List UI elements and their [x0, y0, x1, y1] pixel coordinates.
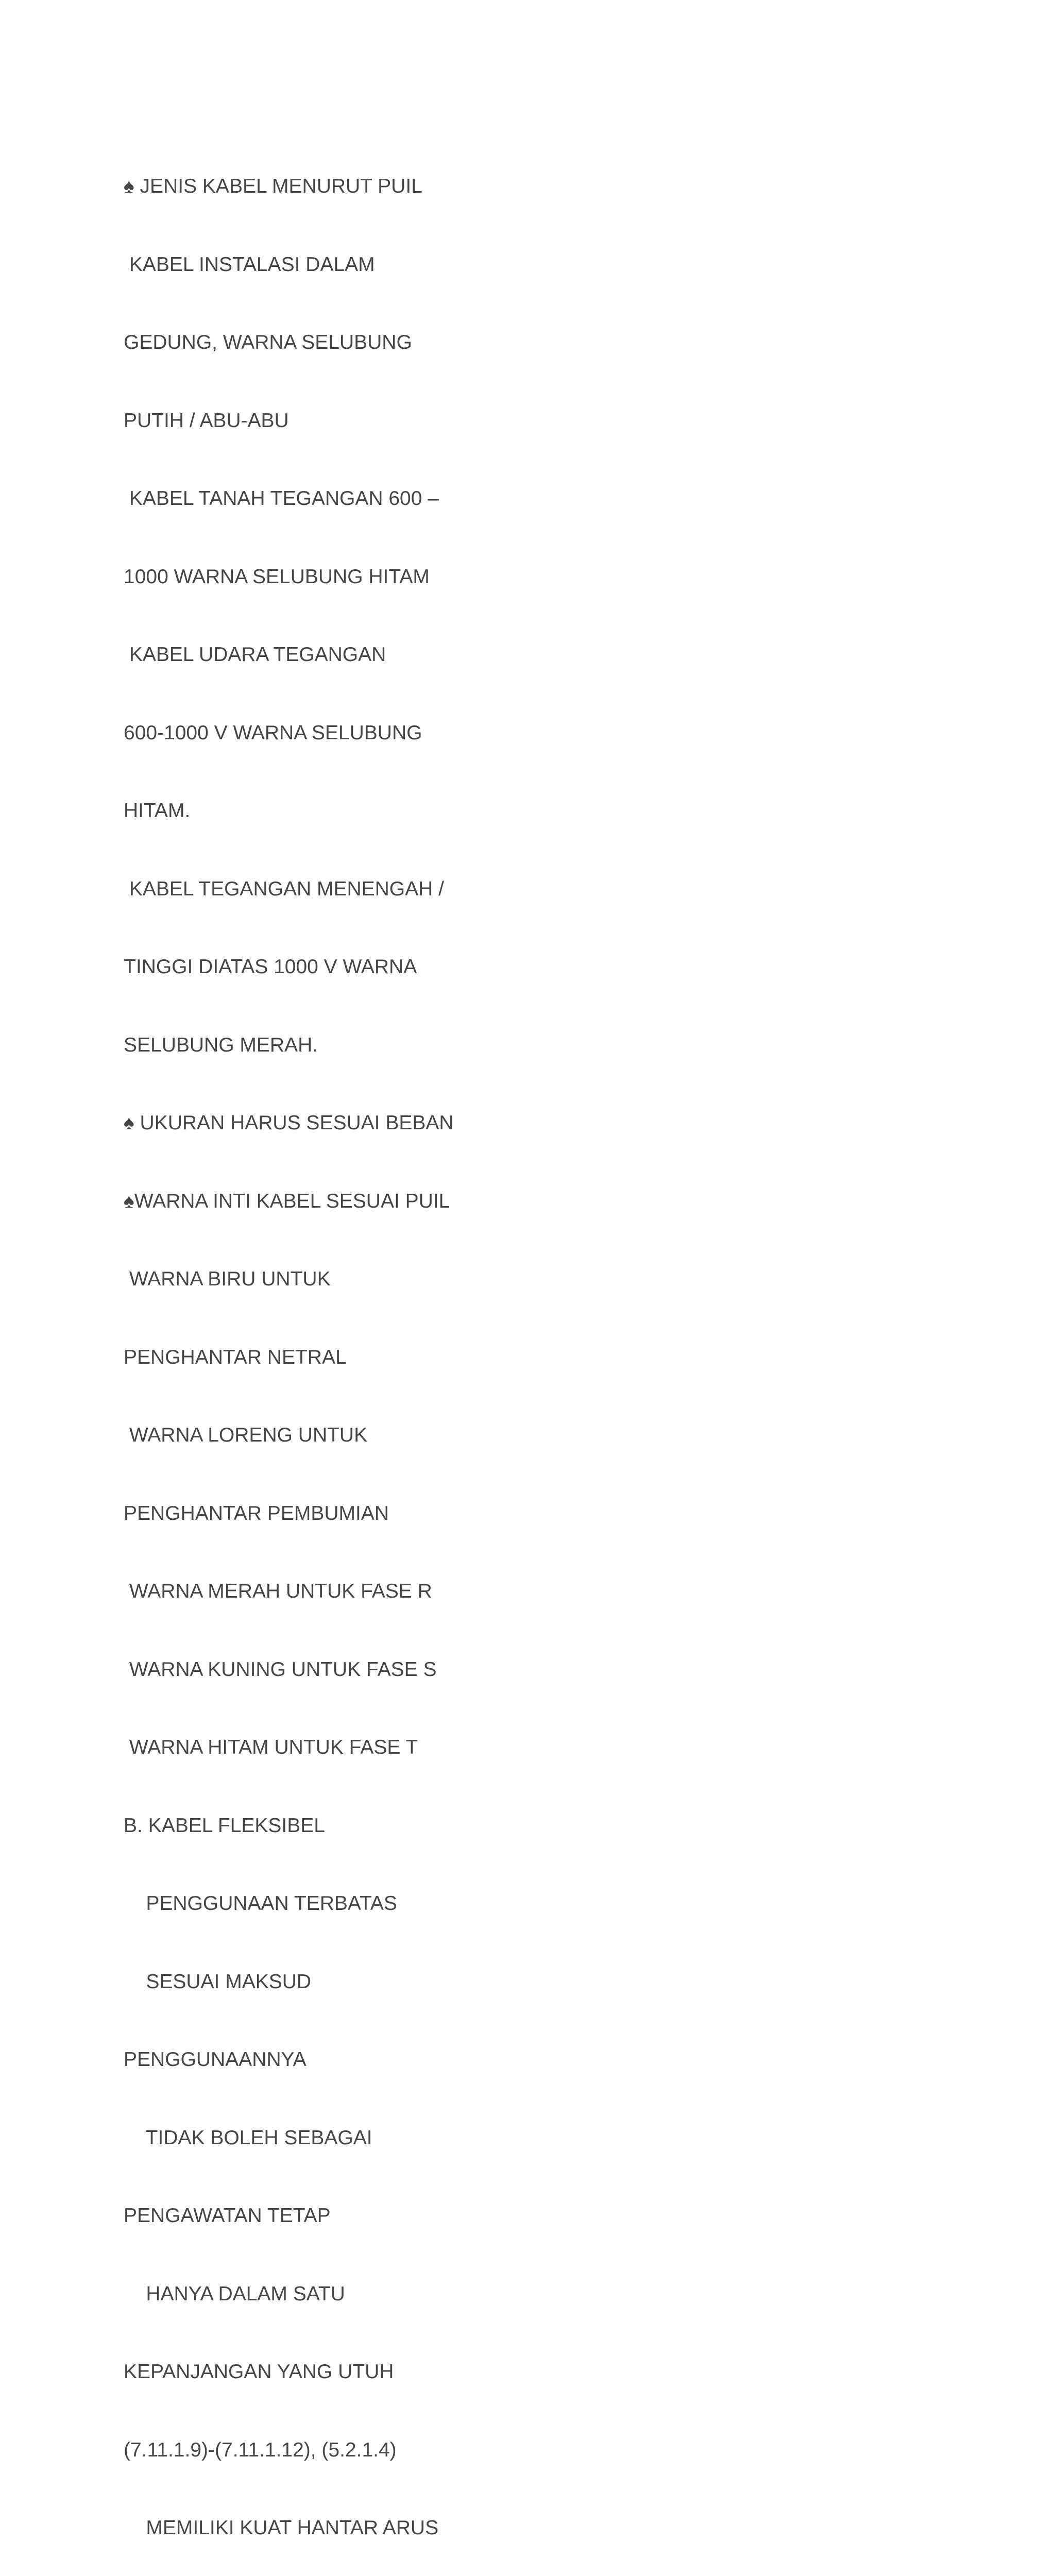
- text-line: B. KABEL FLEKSIBEL: [124, 1814, 325, 1837]
- text-line: WARNA BIRU UNTUK: [124, 1268, 331, 1290]
- text-line: SESUAI MAKSUD: [124, 1970, 312, 1993]
- text-line: KABEL TANAH TEGANGAN 600 –: [124, 487, 439, 510]
- text-line: ♠ JENIS KABEL MENURUT PUIL: [124, 175, 422, 197]
- text-line: PENGHANTAR NETRAL: [124, 1346, 347, 1368]
- text-line: WARNA MERAH UNTUK FASE R: [124, 1580, 432, 1602]
- text-line: GEDUNG, WARNA SELUBUNG: [124, 331, 412, 353]
- text-line: PENGGUNAAN TERBATAS: [124, 1892, 397, 1914]
- text-line: PENGAWATAN TETAP: [124, 2205, 331, 2227]
- text-line: ♠WARNA INTI KABEL SESUAI PUIL: [124, 1190, 450, 1212]
- text-line: HANYA DALAM SATU: [124, 2282, 345, 2305]
- text-line: KABEL TEGANGAN MENENGAH /: [124, 877, 444, 900]
- text-line: 1000 WARNA SELUBUNG HITAM: [124, 565, 430, 588]
- text-line: 600-1000 V WARNA SELUBUNG: [124, 721, 422, 744]
- text-line: ♠ UKURAN HARUS SESUAI BEBAN: [124, 1112, 454, 1134]
- text-line: (7.11.1.9)-(7.11.1.12), (5.2.1.4): [124, 2438, 397, 2461]
- text-line: PENGGUNAANNYA: [124, 2048, 307, 2071]
- document-text: [124, 122, 639, 2576]
- text-line: KABEL INSTALASI DALAM: [124, 253, 375, 276]
- text-line: PENGHANTAR PEMBUMIAN: [124, 1502, 389, 1524]
- text-line: TINGGI DIATAS 1000 V WARNA: [124, 956, 417, 978]
- text-line: TIDAK BOLEH SEBAGAI: [124, 2126, 372, 2149]
- text-line: WARNA KUNING UNTUK FASE S: [124, 1658, 437, 1681]
- text-line: MEMILIKI KUAT HANTAR ARUS: [124, 2517, 439, 2539]
- text-line: HITAM.: [124, 800, 191, 822]
- text-line: WARNA HITAM UNTUK FASE T: [124, 1736, 418, 1758]
- text-line: KEPANJANGAN YANG UTUH: [124, 2361, 394, 2383]
- text-line: SELUBUNG MERAH.: [124, 1033, 318, 1056]
- text-line: PUTIH / ABU-ABU: [124, 409, 289, 432]
- text-line: WARNA LORENG UNTUK: [124, 1424, 368, 1446]
- text-line: KABEL UDARA TEGANGAN: [124, 643, 386, 666]
